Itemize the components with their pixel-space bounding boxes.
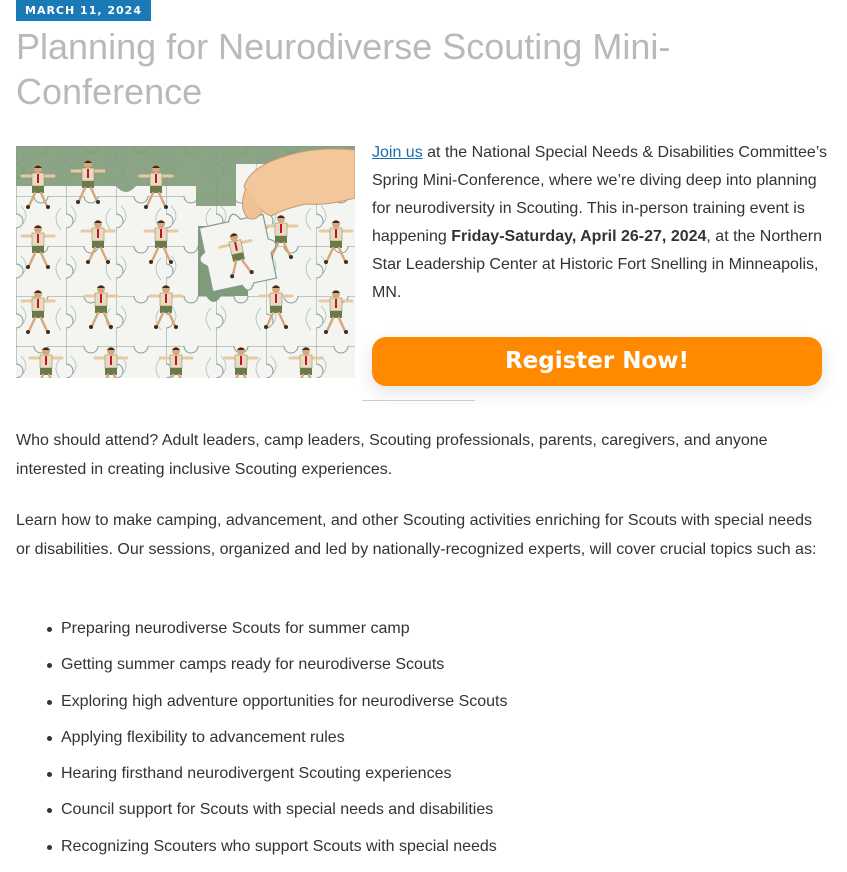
list-item: Getting summer camps ready for neurodiverse Scouts xyxy=(61,651,847,687)
list-item: Recognizing Scouters who support Scouts with special needs xyxy=(61,833,847,869)
register-now-button[interactable]: Register Now! xyxy=(372,337,822,386)
learn-paragraph: Learn how to make camping, advancement, and other Scouting activities enriching for Scouts with special needs or disabilities. Our sessions, organized and led by nationally-recognized experts, will cover crucial topics such as: xyxy=(16,512,817,558)
intro-text-1: at the National Special Needs & Disabilities Committee’s Spring Mini-Conference, where we’re diving deep into planning for neurodiversity in Scouting. This in-person training event is happening xyxy=(372,144,828,245)
section-divider xyxy=(362,400,475,401)
post-date-badge: MARCH 11, 2024 xyxy=(16,0,151,21)
list-item: Exploring high adventure opportunities for neurodiverse Scouts xyxy=(61,688,847,724)
list-item: Council support for Scouts with special needs and disabilities xyxy=(61,796,847,832)
list-item: Applying flexibility to advancement rules xyxy=(61,724,847,760)
event-date: Friday-Saturday, April 26-27, 2024 xyxy=(451,228,707,245)
post-title: Planning for Neurodiverse Scouting Mini-Conference xyxy=(16,26,671,112)
puzzle-scouts-illustration-icon xyxy=(16,146,355,378)
who-should-attend-paragraph: Who should attend? Adult leaders, camp leaders, Scouting professionals, parents, caregivers, and anyone interested in creating inclusive Scouting experiences. xyxy=(16,432,768,478)
list-item: Hearing firsthand neurodivergent Scouting experiences xyxy=(61,760,847,796)
list-item: Preparing neurodiverse Scouts for summer camp xyxy=(61,615,847,651)
intro-text-2: , at the Northern Star Leadership Center at Historic Fort Snelling in Minneapolis, MN. xyxy=(372,228,823,301)
topics-list xyxy=(16,615,847,869)
join-us-link[interactable]: Join us xyxy=(372,144,423,161)
intro-paragraph xyxy=(372,139,832,307)
hero-image xyxy=(16,146,355,378)
